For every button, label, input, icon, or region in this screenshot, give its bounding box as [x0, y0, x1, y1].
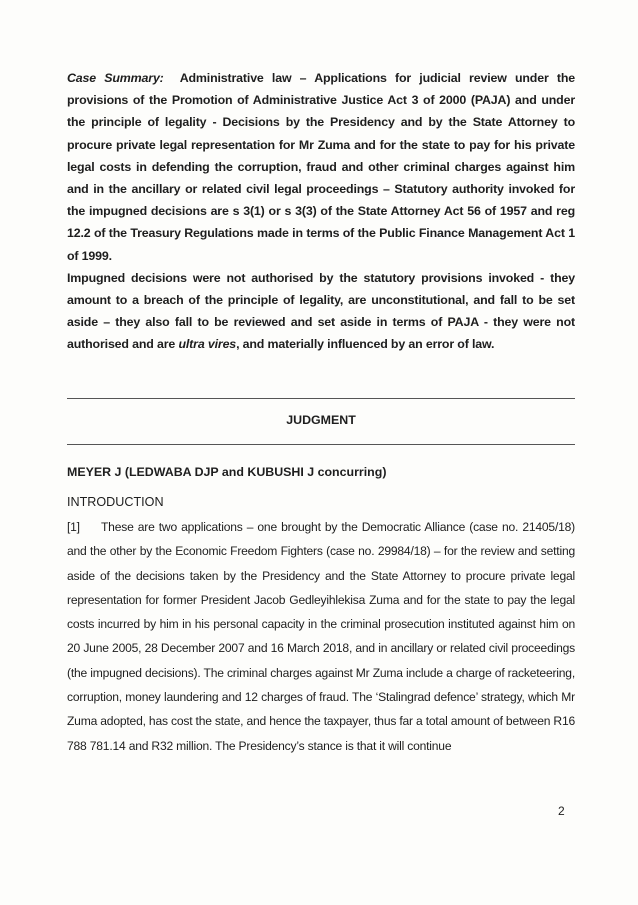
- case-summary-paragraph-1: [67, 67, 575, 267]
- case-summary-lead: Case Summary:: [67, 71, 164, 85]
- judgment-heading: JUDGMENT: [286, 413, 356, 427]
- top-divider: [67, 398, 575, 399]
- body-paragraph: [67, 515, 575, 758]
- case-summary-text-2b: , and materially influenced by an error of law.: [236, 337, 495, 352]
- page-number: 2: [558, 804, 565, 818]
- case-summary-text-1: Administrative law – Applications for judicial review under the provisions of the Promotion of Administrative Justice Act 3 of 2000 (PAJA) and under the principle of legality - Decisions by the Presidency and by the State Attorney to procure private legal representation for Mr Zuma and for the state to pay for his private legal costs in defending the corruption, fraud and other criminal charges against him and in the ancillary or related civil legal proceedings – Statutory authority invoked for the impugned decisions are s 3(1) or s 3(3) of the State Attorney Act 56 of 1957 and reg 12.2 of the Treasury Regulations made in terms of the Public Finance Management Act 1 of 1999.: [67, 71, 576, 263]
- judge-line: MEYER J (LEDWABA DJP and KUBUSHI J concurring): [67, 465, 387, 479]
- paragraph-text: These are two applications – one brought by the Democratic Alliance (case no. 21405/18) and the other by the Economic Freedom Fighters (case no. 29984/18) – for the review and setting aside of the decisions taken by the Presidency and the State Attorney to procure private legal representation for former President Jacob Gedleyihlekisa Zuma and for the state to pay the legal costs incurred by him in his personal capacity in the criminal prosecution instituted against him on 20 June 2005, 28 December 2007 and 16 March 2018, and in ancillary or related civil proceedings (the impugned decisions). The criminal charges against Mr Zuma include a charge of racketeering, corruption, money laundering and 12 charges of fraud. The ‘Stalingrad defence’ strategy, which Mr Zuma adopted, has cost the state, and hence the taxpayer, thus far a total amount of between R16 788 781.14 and R32 million. The Presidency’s stance is that it will continue: [67, 520, 575, 753]
- section-title: INTRODUCTION: [67, 495, 164, 509]
- case-summary-paragraph-2: [67, 267, 575, 356]
- case-summary-italic-term: ultra vires: [178, 337, 237, 352]
- case-summary: [67, 67, 575, 356]
- bottom-divider: [67, 444, 575, 445]
- paragraph-number: [1]: [67, 520, 80, 534]
- case-summary-text-2a: Impugned decisions were not authorised by the statutory provisions invoked - they amount to a breach of the principle of legality, are unconstitutional, and fall to be set aside – they also fall to be reviewed and set aside in terms of PAJA - they were not authorised and are: [67, 270, 575, 352]
